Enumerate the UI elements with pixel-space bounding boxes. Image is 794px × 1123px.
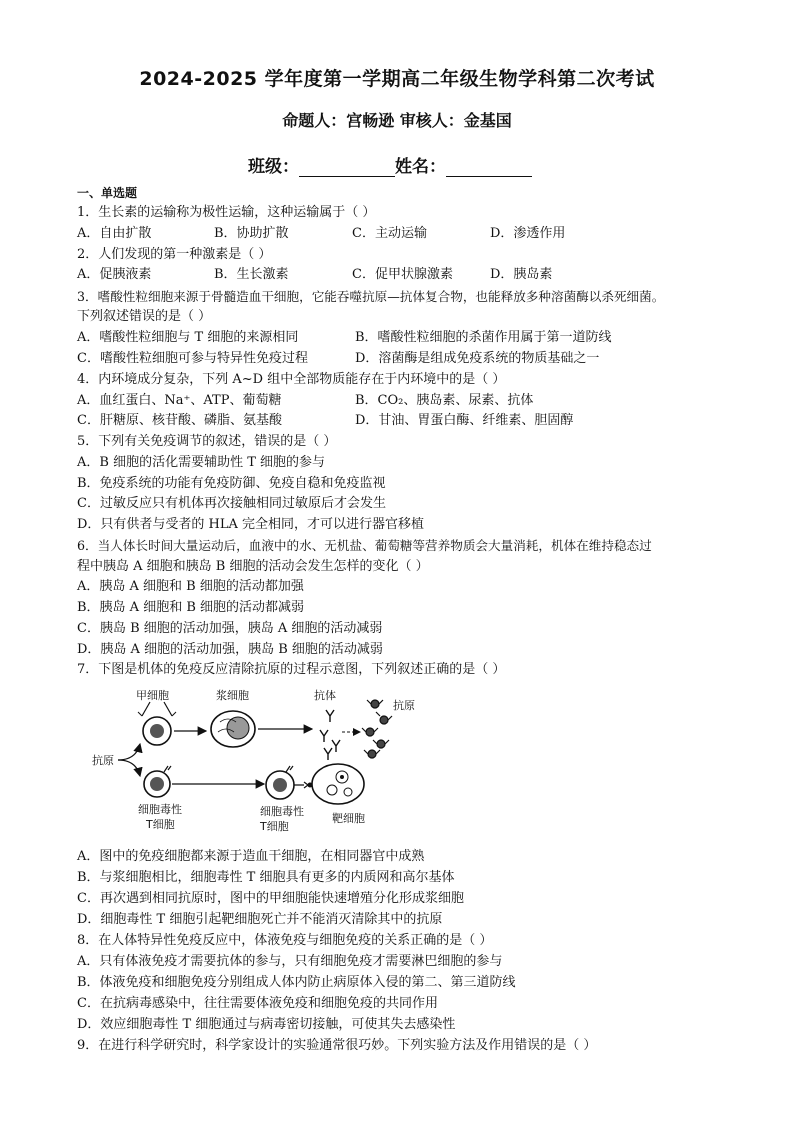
question-7-stem: 7．下图是机体的免疫反应清除抗原的过程示意图，下列叙述正确的是（ ） — [77, 662, 506, 677]
option-d[interactable]: D．胰岛素 — [490, 267, 553, 282]
antibody-group — [320, 710, 340, 760]
exam-title: 2024-2025 学年度第一学期高二年级生物学科第二次考试 — [139, 68, 655, 90]
option-b[interactable]: B．免疫系统的功能有免疫防御、免疫自稳和免疫监视 — [77, 476, 386, 491]
question-4-stem: 4．内环境成分复杂，下列 A~D 组中全部物质能存在于内环境中的是（ ） — [77, 372, 506, 387]
option-b[interactable]: B．与浆细胞相比，细胞毒性 T 细胞具有更多的内质网和高尔基体 — [77, 870, 455, 885]
option-d[interactable]: D．只有供者与受者的 HLA 完全相同，才可以进行器官移植 — [77, 517, 425, 532]
option-b[interactable]: B．胰岛 A 细胞和 B 细胞的活动都减弱 — [77, 600, 305, 615]
option-a[interactable]: A．血红蛋白、Na⁺、ATP、葡萄糖 — [77, 393, 282, 408]
jia-cell-nucleus — [150, 724, 164, 738]
label-plasma-cell: 浆细胞 — [216, 689, 249, 702]
label-antigen-left: 抗原 — [92, 754, 114, 767]
student-info — [248, 152, 532, 177]
class-blank[interactable] — [299, 158, 395, 177]
option-a[interactable]: A．只有体液免疫才需要抗体的参与，只有细胞免疫才需要淋巴细胞的参与 — [77, 954, 503, 969]
option-b[interactable]: B．体液免疫和细胞免疫分别组成人体内防止病原体入侵的第二、第三道防线 — [77, 975, 516, 990]
label-ctl-1-a: 细胞毒性 — [138, 803, 182, 816]
option-d[interactable]: D．渗透作用 — [490, 226, 566, 241]
option-a[interactable]: A．B 细胞的活化需要辅助性 T 细胞的参与 — [77, 455, 326, 470]
option-c[interactable]: C．过敏反应只有机体再次接触相同过敏原后才会发生 — [77, 496, 386, 511]
option-a[interactable]: A．自由扩散 — [77, 226, 152, 241]
option-d[interactable]: D．胰岛 A 细胞的活动加强，胰岛 B 细胞的活动减弱 — [77, 642, 383, 657]
option-a[interactable]: A．胰岛 A 细胞和 B 细胞的活动都加强 — [77, 579, 304, 594]
question-9-stem: 9．在进行科学研究时，科学家设计的实验通常很巧妙。下列实验方法及作用错误的是（ ） — [77, 1038, 597, 1053]
option-b[interactable]: B．生长激素 — [214, 267, 289, 282]
question-3-stem-cont: 下列叙述错误的是（ ） — [77, 309, 212, 324]
option-c[interactable]: C．嗜酸性粒细胞可参与特异性免疫过程 — [77, 351, 308, 366]
label-ctl-2-a: 细胞毒性 — [260, 805, 304, 818]
option-a[interactable]: A．图中的免疫细胞都来源于造血干细胞，在相同器官中成熟 — [77, 849, 425, 864]
exam-authors: 命题人：宫畅逊 审核人：金基国 — [282, 111, 512, 130]
antigen-antibody-complexes — [362, 700, 392, 758]
question-6-stem-cont: 程中胰岛 A 细胞和胰岛 B 细胞的活动会发生怎样的变化（ ） — [77, 559, 429, 574]
question-8-stem: 8．在人体特异性免疫反应中，体液免疫与细胞免疫的关系正确的是（ ） — [77, 933, 493, 948]
label-ctl-1-b: T细胞 — [146, 818, 175, 831]
option-d[interactable]: D．细胞毒性 T 细胞引起靶细胞死亡并不能消灭清除其中的抗原 — [77, 912, 443, 927]
option-d[interactable]: D．效应细胞毒性 T 细胞通过与病毒密切接触，可使其失去感染性 — [77, 1017, 456, 1032]
option-b[interactable]: B．协助扩散 — [214, 226, 289, 241]
label-target-cell: 靶细胞 — [332, 812, 365, 825]
label-ctl-2-b: T细胞 — [260, 820, 289, 833]
target-cell — [312, 764, 364, 804]
immune-response-diagram — [88, 682, 448, 840]
label-antibody: 抗体 — [314, 689, 336, 702]
option-b[interactable]: B．嗜酸性粒细胞的杀菌作用属于第一道防线 — [355, 330, 612, 345]
option-d[interactable]: D．甘油、胃蛋白酶、纤维素、胆固醇 — [355, 413, 574, 428]
class-label: 班级： — [248, 157, 299, 177]
name-label: 姓名： — [395, 157, 446, 177]
option-c[interactable]: C．肝糖原、核苷酸、磷脂、氨基酸 — [77, 413, 282, 428]
option-c[interactable]: C．在抗病毒感染中，往往需要体液免疫和细胞免疫的共同作用 — [77, 996, 438, 1011]
option-d[interactable]: D．溶菌酶是组成免疫系统的物质基础之一 — [355, 351, 600, 366]
option-a[interactable]: A．嗜酸性粒细胞与 T 细胞的来源相同 — [77, 330, 299, 345]
option-c[interactable]: C．再次遇到相同抗原时，图中的甲细胞能快速增殖分化形成浆细胞 — [77, 891, 464, 906]
option-c[interactable]: C．主动运输 — [352, 226, 427, 241]
question-1-stem: 1．生长素的运输称为极性运输，这种运输属于（ ） — [77, 205, 376, 220]
option-c[interactable]: C．促甲状腺激素 — [352, 267, 453, 282]
name-blank[interactable] — [446, 158, 532, 177]
label-jia-cell: 甲细胞 — [136, 689, 169, 702]
option-a[interactable]: A．促胰液素 — [77, 267, 152, 282]
section-heading: 一、单选题 — [77, 186, 138, 200]
option-b[interactable]: B．CO₂、胰岛素、尿素、抗体 — [355, 393, 534, 408]
label-antigen-right: 抗原 — [393, 699, 415, 712]
question-5-stem: 5．下列有关免疫调节的叙述，错误的是（ ） — [77, 434, 337, 449]
question-6-stem: 6．当人体长时间大量运动后，血液中的水、无机盐、葡萄糖等营养物质会大量消耗，机体在维持稳态过 — [77, 538, 652, 553]
option-c[interactable]: C．胰岛 B 细胞的活动加强，胰岛 A 细胞的活动减弱 — [77, 621, 383, 636]
question-2-stem: 2．人们发现的第一种激素是（ ） — [77, 247, 272, 262]
plasma-cell-nucleus — [227, 717, 249, 739]
question-3-stem: 3．嗜酸性粒细胞来源于骨髓造血干细胞，它能吞噬抗原—抗体复合物，也能释放多种溶菌酶以杀死细菌。 — [77, 289, 665, 304]
